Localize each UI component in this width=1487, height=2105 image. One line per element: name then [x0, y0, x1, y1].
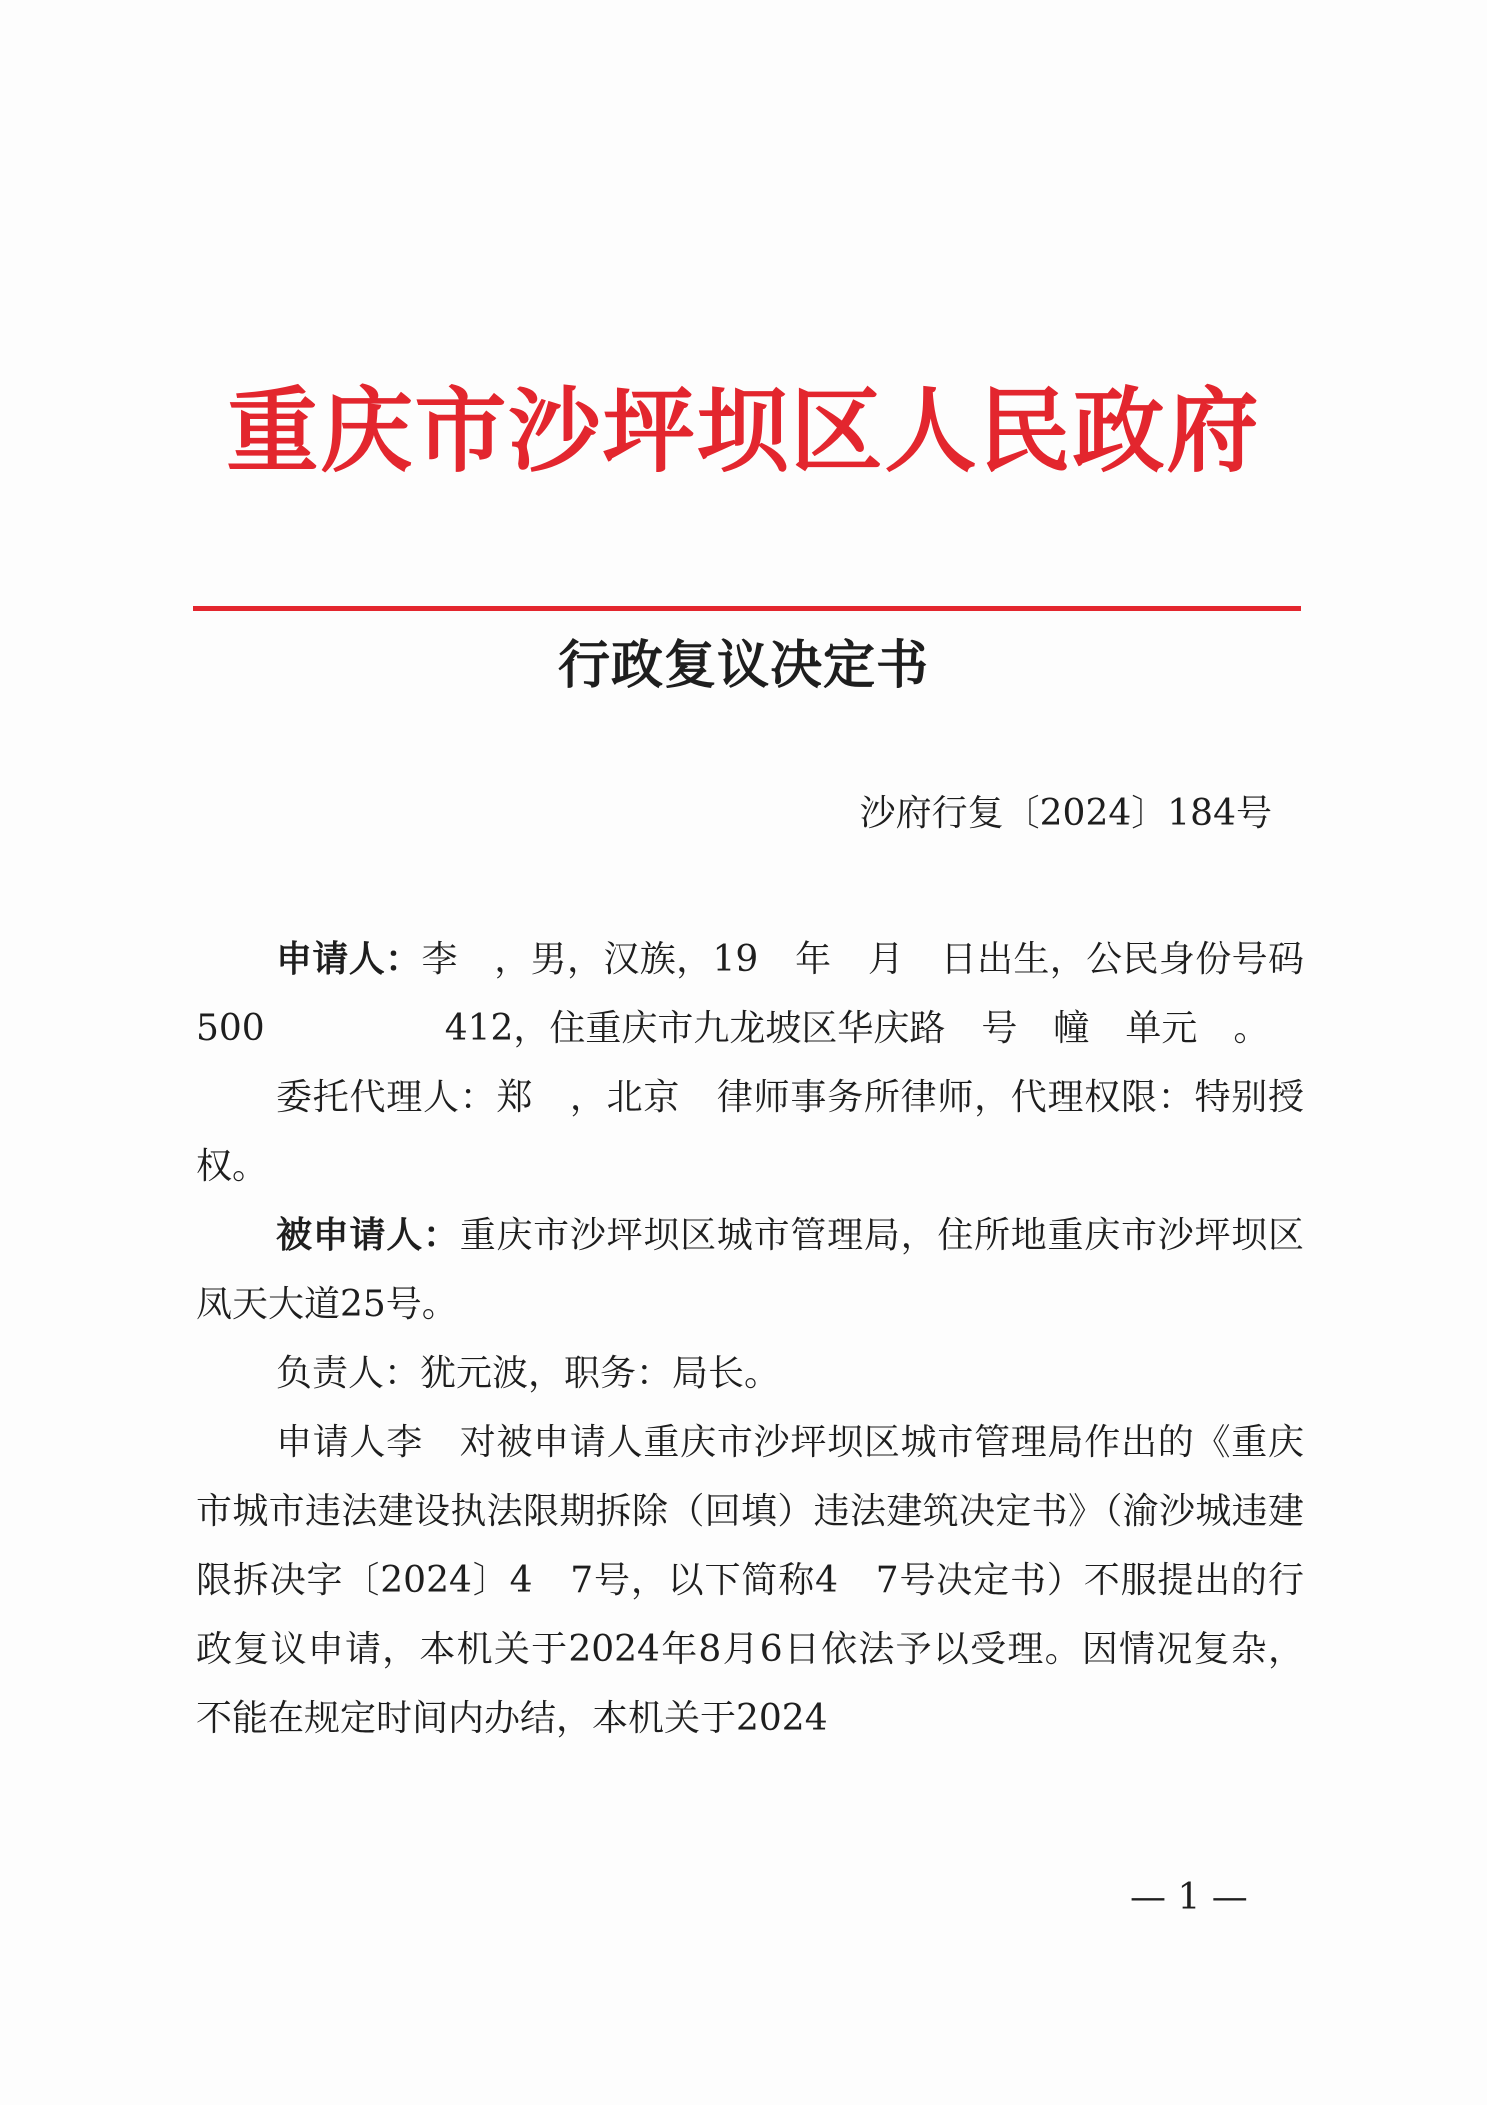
- page-number: — 1 —: [1130, 1877, 1248, 1918]
- respondent-text: 重庆市沙坪坝区城市管理局，住所地重庆市沙坪坝区凤天大道25号。: [196, 1215, 1304, 1325]
- red-divider-line: [193, 606, 1301, 611]
- document-number: 沙府行复〔2024〕184号: [859, 793, 1272, 834]
- applicant-paragraph: [196, 925, 1304, 1063]
- case-intro-text: 申请人李 对被申请人重庆市沙坪坝区城市管理局作出的《重庆市城市违法建设执法限期拆除（回填）违法建筑决定书》（渝沙城违建限拆决字〔2024〕4 7号，以下简称4 7号决定书）不服提出的行政复议申请，本机关于2024年8月6日依法予以受理。因情况复杂，不能在规定时间内办结，本机关于2024: [196, 1422, 1304, 1739]
- document-body: [196, 925, 1304, 1753]
- responsible-person-text: 负责人：犹元波，职务：局长。: [276, 1353, 781, 1394]
- applicant-text: 李 ，男，汉族，19 年 月 日出生，公民身份号码500 412，住重庆市九龙坡区华庆路 号 幢 单元 。: [196, 939, 1304, 1049]
- respondent-paragraph: [196, 1201, 1304, 1339]
- agent-paragraph: [196, 1063, 1304, 1201]
- respondent-label: 被申请人：: [276, 1214, 460, 1256]
- case-intro-paragraph: [196, 1408, 1304, 1753]
- document-title: 行政复议决定书: [557, 635, 929, 696]
- issuer-header: 重庆市沙坪坝区人民政府: [226, 377, 1261, 485]
- applicant-label: 申请人：: [276, 938, 422, 980]
- responsible-person-paragraph: [196, 1339, 1304, 1408]
- agent-text: 委托代理人：郑 ，北京 律师事务所律师，代理权限：特别授权。: [196, 1077, 1304, 1187]
